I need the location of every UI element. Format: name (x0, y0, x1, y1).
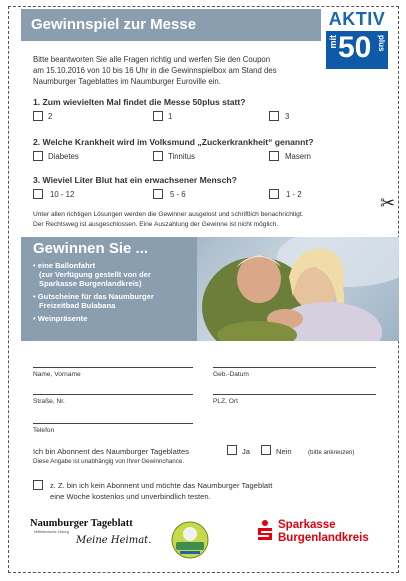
q2-option-1-label: Diabetes (48, 152, 79, 161)
trial-checkbox[interactable] (33, 480, 43, 490)
logo-mit-text: mit (328, 35, 338, 49)
subscriber-yes-checkbox[interactable] (227, 445, 237, 455)
name-field[interactable] (33, 367, 193, 368)
question-2: 2. Welche Krankheit wird im Volksmund „Zuckerkrankheit“ genannt? (33, 137, 314, 147)
couple-photo (197, 237, 399, 341)
q3-option-3-label: 1 - 2 (286, 190, 302, 199)
prize-item: Freizeitbad Bulabana (39, 301, 116, 310)
header-band (21, 9, 321, 41)
prize-item: (zur Verfügung gestellt von der (39, 270, 151, 279)
q1-option-3-checkbox[interactable] (269, 111, 279, 121)
q3-option-1-checkbox[interactable] (33, 189, 43, 199)
q1-option-1-checkbox[interactable] (33, 111, 43, 121)
street-label: Straße, Nr. (33, 398, 65, 405)
round-logo-graphic (170, 520, 210, 560)
intro-text (33, 54, 325, 87)
page-title: Gewinnspiel zur Messe (31, 16, 197, 33)
fineprint-line: Unter allen richtigen Lösungen werden die Gewinner ausgelost und schriftlich benachrichtigt. (33, 211, 304, 218)
intro-line: Naumburger Tageblattes im Naumburger Euroville ein. (33, 77, 221, 86)
intro-line: am 15.10.2016 von 10 bis 16 Uhr in die Gewinnspielbox am Stand des (33, 66, 277, 75)
fineprint (33, 210, 373, 229)
prize-item: • Gutscheine für das Naumburger (33, 292, 154, 301)
sparkasse-s-icon (254, 519, 276, 541)
q3-option-1-label: 10 - 12 (50, 190, 75, 199)
q3-option-3-checkbox[interactable] (269, 189, 279, 199)
sparkasse-name: Sparkasse (278, 519, 336, 531)
naumburger-tageblatt-logo (30, 518, 155, 558)
subscriber-no-label: Nein (276, 447, 292, 456)
sparkasse-region: Burgenlandkreis (278, 532, 369, 544)
newspaper-name: Naumburger Tageblatt (30, 518, 133, 529)
birthdate-label: Geb.-Datum (213, 371, 249, 378)
aktiv-50plus-logo (326, 9, 388, 69)
phone-field[interactable] (33, 423, 193, 424)
fineprint-line: Der Rechtsweg ist ausgeschlossen. Eine Auszahlung der Gewinne ist nicht möglich. (33, 220, 279, 228)
tick-hint: (bitte ankreuzen) (308, 449, 355, 456)
q1-option-2-label: 1 (168, 112, 173, 121)
subscriber-note: Diese Angabe ist unabhängig von Ihrer Gewinnchance. (33, 458, 185, 465)
fair-round-logo (170, 520, 210, 560)
logo-plus-text: plus (377, 35, 386, 52)
birthdate-field[interactable] (213, 367, 376, 368)
scissors-icon: ✂ (380, 193, 396, 213)
question-3: 3. Wieviel Liter Blut hat ein erwachsener Mensch? (33, 175, 237, 185)
logo-badge (326, 31, 388, 69)
logo-number: 50 (338, 31, 372, 64)
q2-option-3-checkbox[interactable] (269, 151, 279, 161)
subscriber-no-checkbox[interactable] (261, 445, 271, 455)
prize-title: Gewinnen Sie ... (33, 240, 149, 257)
subscriber-question: Ich bin Abonnent des Naumburger Tageblattes (33, 447, 190, 456)
q3-option-2-checkbox[interactable] (153, 189, 163, 199)
prize-item: • Weinpräsente (33, 314, 88, 323)
street-field[interactable] (33, 394, 193, 395)
subscriber-yes-label: Ja (242, 447, 251, 456)
name-label: Name, Vorname (33, 371, 81, 378)
prize-item: • eine Ballonfahrt (33, 261, 96, 270)
q3-option-2-label: 5 - 6 (170, 190, 186, 199)
q1-option-1-label: 2 (48, 112, 53, 121)
q1-option-3-label: 3 (285, 112, 290, 121)
intro-line: Bitte beantworten Sie alle Fragen richtig und werfen Sie den Coupon (33, 55, 271, 64)
zip-city-label: PLZ, Ort (213, 398, 238, 405)
trial-line-2: eine Woche kostenlos und unverbindlich testen. (50, 492, 211, 501)
q2-option-1-checkbox[interactable] (33, 151, 43, 161)
q1-option-2-checkbox[interactable] (153, 111, 163, 121)
zip-city-field[interactable] (213, 394, 376, 395)
newspaper-slogan: Meine Heimat. (76, 535, 152, 546)
q2-option-3-label: Masern (285, 152, 311, 161)
phone-label: Telefon (33, 427, 55, 434)
trial-line-1: z. Z. bin ich kein Abonnent und möchte das Naumburger Tageblatt (50, 481, 273, 490)
q2-option-2-checkbox[interactable] (153, 151, 163, 161)
couple-photo-illustration (197, 237, 399, 341)
q2-option-2-label: Tinnitus (168, 152, 196, 161)
sparkasse-logo (252, 514, 402, 560)
question-1: 1. Zum wievielten Mal findet die Messe 50plus statt? (33, 97, 246, 107)
newspaper-subtitle: Mitteldeutsche Zeitung (34, 530, 70, 534)
prize-item: Sparkasse Burgenlandkreis) (39, 279, 142, 288)
logo-aktiv-text: AKTIV (328, 9, 386, 29)
